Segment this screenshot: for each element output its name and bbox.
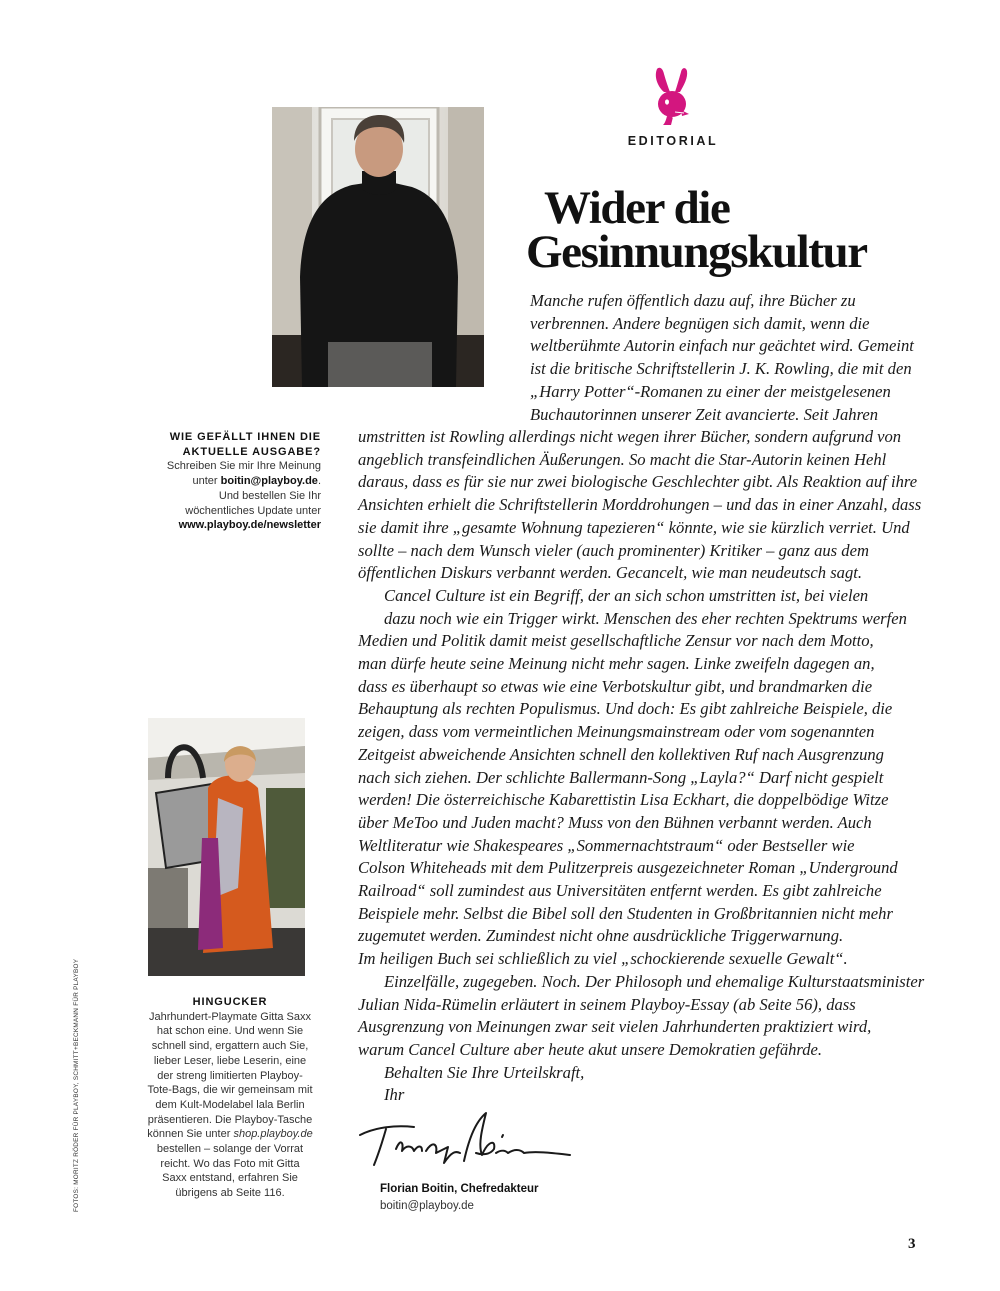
article-line: zugemutet werden. Zumindest nicht ohne ausdrückliche Triggerwarnung. [358, 926, 844, 946]
hingucker-shop-prefix: können Sie unter [147, 1128, 234, 1141]
article-line: Beispiele mehr. Selbst die Bibel soll den Studenten in Großbritannien nicht mehr [358, 903, 893, 923]
article-line: Colson Whiteheads mit dem Pulitzerpreis ausgezeichneter Roman „Underground [358, 858, 898, 878]
hingucker-line: reicht. Wo das Foto mit Gitta [160, 1157, 300, 1170]
photo-credit [70, 930, 86, 1212]
hingucker-shop-line [140, 1127, 320, 1142]
article-line: warum Cancel Culture aber heute akut unsere Demokratien gefährde. [358, 1039, 823, 1059]
hingucker-line: Tote-Bags, die wir gemeinsam mit [147, 1084, 313, 1097]
newsletter-link[interactable]: www.playboy.de/newsletter [178, 519, 321, 532]
article-line: angeblich transfeindlichen Äußerungen. So macht die Star-Autorin keinen Hehl [358, 449, 887, 469]
article-line: dass es überhaupt so etwas wie eine Verbotskultur gibt, und brandmarken die [358, 676, 873, 696]
page-number: 3 [908, 1236, 916, 1252]
article-line: Manche rufen öffentlich dazu auf, ihre Bücher zu [530, 291, 856, 310]
article-line: Weltliteratur wie Shakespeares „Sommernachtstraum“ oder Bestseller wie [358, 835, 855, 855]
article-line: weltberühmte Autorin einfach nur geächtet wird. Gemeint [530, 336, 914, 356]
article-line: Buchautorinnen unserer Zeit avancierte. Seit Jahren [530, 404, 879, 424]
article-line: Behauptung als rechten Populismus. Und doch: Es gibt zahlreiche Beispiele, die [358, 699, 893, 719]
article-line: werden! Die österreichische Kabarettistin Lisa Eckhart, die doppelbödige Witze [358, 790, 889, 810]
feedback-line-4: wöchentliches Update unter [185, 504, 321, 517]
article-line: Zeitgeist abweichende Ansichten schnell den kollektiven Ruf nach Ausgrenzung [358, 744, 884, 764]
headline-line-2: Gesinnungskultur [526, 226, 867, 278]
article-line: über MeToo und Juden macht? Muss von den Bühnen verbannt werden. Auch [358, 812, 872, 832]
feedback-heading-line-1: WIE GEFÄLLT IHNEN DIE [169, 431, 321, 443]
article-line: umstritten ist Rowling allerdings nicht wegen ihrer Bücher, sondern aufgrund von [358, 427, 902, 446]
hingucker-line: der streng limitierten Playboy- [157, 1069, 303, 1082]
hingucker-line: bestellen – solange der Vorrat [156, 1143, 304, 1156]
feedback-line-2-suffix: . [317, 475, 321, 488]
article-line: verbrennen. Andere begnügen sich damit, wenn die [530, 313, 870, 333]
hingucker-photo [148, 718, 305, 976]
photo-credit-text: FOTOS: MORITZ RÖDER FÜR PLAYBOY, SCHMITT+BECKMANN FÜR PLAYBOY [73, 958, 80, 1212]
hingucker-line: lieber Leser, liebe Leserin, eine [153, 1054, 307, 1067]
rabbit-logo-icon [651, 66, 693, 126]
article-line: Behalten Sie Ihre Urteilskraft, [384, 1062, 585, 1082]
hingucker-line: hat schon eine. Und wenn Sie [156, 1025, 304, 1038]
hingucker-heading: HINGUCKER [192, 996, 268, 1008]
shop-link[interactable]: shop.playboy.de [233, 1128, 313, 1141]
article-line: sie damit ihre „gesamte Wohnung tapezieren“ könnte, wie sie kürzlich verriet. Und [358, 517, 910, 537]
article-line: Cancel Culture ist ein Begriff, der an sich schon umstritten ist, bei vielen [384, 585, 869, 605]
author-name: Florian Boitin, Chefredakteur [380, 1183, 539, 1195]
article-line: man dürfe heute seine Meinung nicht mehr sagen. Linke zweifeln dagegen an, [358, 654, 875, 674]
article-line: Einzelfälle, zugegeben. Noch. Der Philosoph und ehemalige Kulturstaatsminister [384, 971, 925, 991]
hingucker-line: Jahrhundert-Playmate Gitta Saxx [148, 1010, 312, 1023]
feedback-box [140, 430, 321, 533]
editor-portrait-photo [272, 107, 484, 387]
article-line: dazu noch wie ein Trigger wirkt. Menschen des eher rechten Spektrums werfen [384, 608, 907, 628]
article-line: ist die britische Schriftstellerin J. K. Rowling, die mit den [530, 359, 912, 379]
headline-line-1: Wider die [544, 182, 730, 234]
hingucker-line: übrigens ab Seite 116. [175, 1187, 285, 1200]
author-email-link[interactable]: boitin@playboy.de [380, 1200, 474, 1212]
article-line: Railroad“ soll zumindest aus Universitäten entfernt werden. Es gibt zahlreiche [358, 881, 882, 901]
feedback-line-3: Und bestellen Sie Ihr [218, 489, 321, 502]
article-body [358, 426, 938, 1107]
hingucker-box [140, 995, 320, 1201]
article-line: zeigen, dass vom vermeintlichen Meinungsmainstream oder vom sogenannten [358, 722, 875, 742]
article-line: Im heiligen Buch sei schließlich zu viel „schockierende sexuelle Gewalt“. [358, 949, 848, 969]
article-line: Ausgrenzung von Meinungen zwar seit vielen Jahrhunderten praktiziert wird, [358, 1017, 872, 1037]
feedback-email-link[interactable]: boitin@playboy.de [220, 475, 318, 488]
headline [526, 182, 966, 278]
signature [356, 1105, 574, 1177]
feedback-heading-line-2: AKTUELLE AUSGABE? [182, 445, 321, 458]
hingucker-line: schnell sind, ergattern auch Sie, [151, 1040, 309, 1053]
article-line: Ansichten erhielt die Schriftstellerin Morddrohungen – und das in einer Anzahl, dass [358, 495, 922, 515]
feedback-line-1: Schreiben Sie mir Ihre Meinung [166, 460, 321, 473]
feedback-line-2-prefix: unter [192, 475, 221, 488]
article-line: daraus, dass es für sie nur zwei biologische Geschlechter gibt. Als Reaktion auf ihre [358, 472, 918, 492]
section-label: EDITORIAL [627, 134, 719, 148]
article-line: Ihr [384, 1085, 405, 1105]
article-line: Julian Nida-Rümelin erläutert in seinem Playboy-Essay (ab Seite 56), dass [358, 994, 856, 1014]
article-line: „Harry Potter“-Romanen zu einer der meistgelesenen [530, 381, 891, 401]
feedback-line-2 [140, 474, 321, 489]
article-line: Medien und Politik damit meist gesellschaftliche Zensur vor nach dem Motto, [358, 631, 874, 651]
hingucker-line: dem Kult-Modelabel lala Berlin [155, 1098, 305, 1111]
article-line: sollte – nach dem Wunsch vieler (auch prominenter) Kritiker – ganz aus dem [358, 540, 869, 560]
article-line: nach sich ziehen. Der schlichte Ballermann-Song „Layla?“ Darf nicht gespielt [358, 767, 884, 787]
article-intro [530, 290, 930, 426]
article-line: öffentlichen Diskurs verbannt werden. Gecancelt, wie man neudeutsch sagt. [358, 563, 863, 583]
hingucker-line: präsentieren. Die Playboy-Tasche [147, 1113, 313, 1126]
hingucker-line: Saxx entstand, erfahren Sie [162, 1172, 298, 1185]
